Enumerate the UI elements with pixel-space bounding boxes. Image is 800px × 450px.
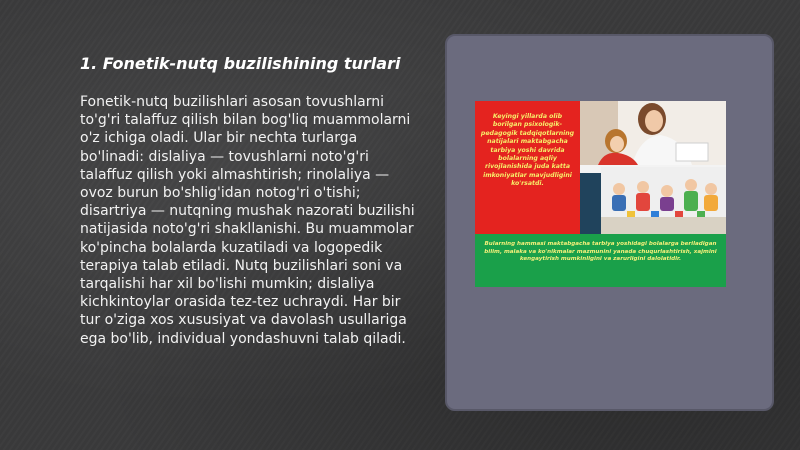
slide-paragraph: Fonetik-nutq buzilishlari asosan tovushlarni to'g'ri talaffuz qilish bilan bog'liq muammolarni o'z ichiga oladi. Ular bir nechta turlarga bo'linadi: dislaliya — tovushlarni noto'g'ri talaffuz qilish yoki almashtirish; rinolaliya — ovoz burun bo'shlig'idan notog'ri o'tishi; disartriya — nutqning mushak nazorati buzilishi natijasida noto'g'ri shakllanishi. Bu muammolar ko'pincha bolalarda kuzatiladi va logopedik terapiya talab etiladi. Nutq buzilishlari soni va tarqalishi har xil bo'lishi mumkin; dislaliya kichkintoylar orasida tez-tez uchraydi. Har bir tur o'ziga xos xususiyat va davolash usullariga ega bo'lib, individual yondashuvni talab qiladi. [80,94,415,347]
photo-children-playing [601,167,726,234]
poster-green-bar: Bularning hammasi maktabgacha tarbiya yoshidagi bolalarga beriladigan bilim, malaka va ko'nikmalar mazmunini yanada chuqurlashtirish, xajmini kengaytirish mumkinligini va zarurligini dalolatidir. [475,234,726,287]
poster-teal-block [580,173,601,234]
photo-mother-child [580,101,726,165]
poster-image [475,101,726,287]
slide-title: 1. Fonetik-nutq buzilishining turlari [80,54,401,73]
poster-red-block: Keyingi yillarda olib borilgan psixologik-pedagogik tadqiqotlarning natijalari maktabgacha tarbiya yoshi davrida bolalarning aqliy rivojlanishida juda katta imkoniyatlar mavjudligini ko'rsatdi. [475,101,580,234]
